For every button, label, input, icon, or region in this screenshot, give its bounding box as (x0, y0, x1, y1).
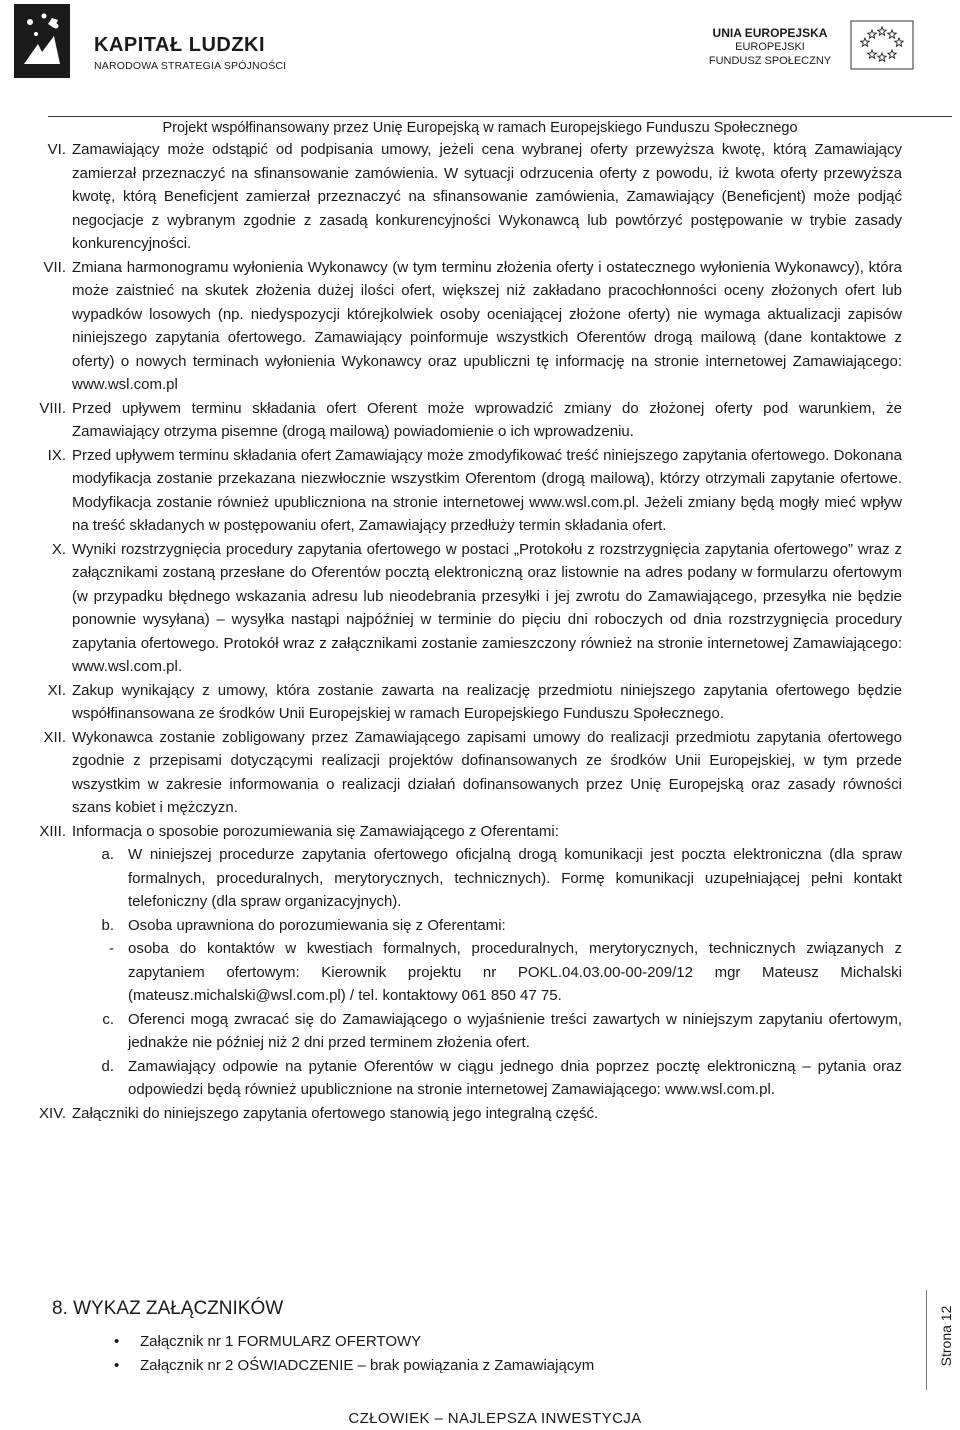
eu-line1: UNIA EUROPEJSKA (712, 26, 828, 40)
item-text: Załączniki do niniejszego zapytania ofertowego stanowią jego integralną część. (72, 1104, 599, 1122)
list-item-xi (22, 679, 902, 726)
footer-slogan: CZŁOWIEK – NAJLEPSZA INWESTYCJA (348, 1410, 642, 1427)
list-item-vii (22, 256, 902, 397)
subitem-label: b. (101, 916, 114, 934)
subitem-b (80, 914, 902, 938)
list-item-x (22, 538, 902, 679)
item-text: Zamawiający może odstąpić od podpisania umowy, jeżeli cena wybranej oferty przewyższa kwotę, którą Zamawiający zamierzał przeznaczyć na sfinansowanie zamówienia. W sytuacji odrzucenia oferty z powodu, iż kwota oferty przewyższa kwotę, którą Beneficjent zamierzał przeznaczyć na sfinansowanie zamówienia, Zamawiający (Beneficjent) może podjąć negocjacje z wybranym zgodnie z zasadą konkurencyjności Wykonawcą lub powtórzyć postępowanie w trybie zasady konkurencyjności. (72, 141, 902, 252)
attachments-heading: 8. WYKAZ ZAŁĄCZNIKÓW (52, 1298, 284, 1319)
list-item-xiii (22, 820, 902, 844)
subitem-c (80, 1008, 902, 1055)
kapital-ludzki-emblem-icon (14, 4, 70, 78)
list-item-ix (22, 444, 902, 538)
list-item-vi (22, 138, 902, 256)
document-body (22, 138, 902, 1125)
item-number: VII. (43, 258, 66, 276)
subitem-label: - (109, 940, 114, 957)
item-number: XIV. (39, 1104, 66, 1122)
subitem-text: W niniejszej procedurze zapytania ofertowego oficjalną drogą komunikacji jest poczta elektroniczna (dla spraw formalnych, proceduralnych, merytorycznych, technicznych). Formę komunikacji uzupełniającej pełni kontakt telefoniczny (dla spraw organizacyjnych). (128, 846, 902, 910)
bullet: • (114, 1333, 120, 1350)
item-number: XI. (47, 681, 66, 699)
eu-line3: FUNDUSZ SPOŁECZNY (708, 55, 832, 67)
item-number: X. (51, 540, 66, 558)
item-text: Przed upływem terminu składania ofert Oferent może wprowadzić zmiany do złożonej oferty pod warunkiem, że Zamawiający otrzyma pisemne (drogą mailową) powiadomienie o ich wprowadzeniu. (72, 399, 902, 440)
page-number-label: Strona 12 (938, 1305, 954, 1367)
project-cofinancing-line: Projekt współfinansowany przez Unię Europejską w ramach Europejskiego Funduszu Społecznego (162, 120, 798, 136)
page-number (930, 1290, 960, 1390)
item-text: Zakup wynikający z umowy, która zostanie zawarta na realizację przedmiotu niniejszego zapytania ofertowego będzie współfinansowana ze środków Unii Europejskiej w ramach Europejskiego Funduszu Społecznego. (72, 681, 902, 722)
item-text: Informacja o sposobie porozumiewania się Zamawiającego z Oferentami: (72, 822, 559, 840)
eu-flag-icon (850, 20, 914, 70)
subitem-d (80, 1055, 902, 1102)
item-number: XII. (43, 728, 66, 746)
bullet: • (114, 1357, 120, 1374)
attachments-list (114, 1330, 594, 1378)
list-item-xiv (22, 1102, 902, 1126)
eu-line2: EUROPEJSKI (735, 41, 805, 53)
logo-title: KAPITAŁ LUDZKI (94, 34, 266, 56)
header-divider (48, 116, 952, 117)
list-item-viii (22, 397, 902, 444)
subitem-text: Zamawiający odpowie na pytanie Oferentów w ciągu jednego dnia poprzez pocztę elektroniczną – pytania oraz odpowiedzi będą również upublicznione na stronie internetowej Zamawiającego: www.wsl.com.pl. (128, 1057, 902, 1098)
attachment-1: Załącznik nr 1 FORMULARZ OFERTOWY (140, 1333, 422, 1350)
subitem-text: Oferenci mogą zwracać się do Zamawiającego o wyjaśnienie treści zawartych w niniejszym zapytaniu ofertowym, jednakże nie później niż 2 dni przed terminem złożenia ofert. (128, 1010, 902, 1051)
attachment-2: Załącznik nr 2 OŚWIADCZENIE – brak powiązania z Zamawiającym (140, 1357, 595, 1374)
document-header (0, 0, 960, 140)
subitem-label: c. (102, 1010, 114, 1028)
eu-logo-text (700, 26, 840, 68)
item-number: IX. (47, 446, 66, 464)
item-text: Zmiana harmonogramu wyłonienia Wykonawcy (w tym terminu złożenia oferty i ostatecznego wyłonienia Wykonawcy), która może zaistnieć na skutek złożenia dużej ilości ofert, większej niż zakładano pracochłonności oceny złożonych ofert lub wypadków losowych (np. niedyspozycji którejkolwiek osoby oceniającej złożone oferty) nie wymaga aktualizacji zapisów niniejszego zapytania ofertowego. Zamawiający poinformuje wszystkich Oferentów drogą mailową (dane kontaktowe z oferty) o nowych terminach wyłonienia Wykonawcy oraz upubliczni tę informację na stronie internetowej Zamawiającego: www.wsl.com.pl (72, 258, 902, 393)
subitem-label: d. (101, 1057, 114, 1075)
list-item (114, 1330, 594, 1354)
subitem-text: osoba do kontaktów w kwestiach formalnych, proceduralnych, merytorycznych, technicznych związanych z zapytaniem ofertowym: Kierownik projektu nr POKL.04.03.00-00-209/12 mgr Mateusz Michalski (mateusz.michalski@wsl.com.pl) / tel. kontaktowy 061 850 47 75. (128, 940, 902, 1004)
item-text: Wyniki rozstrzygnięcia procedury zapytania ofertowego w postaci „Protokołu z rozstrzygnięcia zapytania ofertowego” wraz z załącznikami zostaną przesłane do Oferentów pocztą elektroniczną oraz listownie na adres podany w formularzu ofertowym (w przypadku błędnego wskazania adresu lub nieodebrania przesyłki i jej zwrotu do Zamawiającego, przesyłka nie będzie ponownie wysyłana) – wysyłka nastąpi najpóźniej w terminie do pięciu dni roboczych od dnia rozstrzygnięcia procedury zapytania ofertowego. Protokół wraz z załącznikami zostanie zamieszczony również na stronie internetowej Zamawiającego: www.wsl.com.pl. (72, 540, 902, 675)
subitem-dash (80, 937, 902, 1008)
list-item (114, 1354, 594, 1378)
item-text: Wykonawca zostanie zobligowany przez Zamawiającego zapisami umowy do realizacji przedmiotu zapytania ofertowego zgodnie z przepisami dotyczącymi realizacji projektów dofinansowanych ze środków Unii Europejskiej, w tym przede wszystkim w zakresie informowania o realizacji działań dofinansowanych przez Unię Europejską oraz zasady równości szans kobiet i mężczyzn. (72, 728, 902, 816)
logo-subtitle: NARODOWA STRATEGIA SPÓJNOŚCI (94, 60, 287, 72)
list-item-xii (22, 726, 902, 820)
item-number: VI. (47, 141, 66, 158)
item-number: VIII. (39, 399, 66, 417)
subitem-text: Osoba uprawniona do porozumiewania się z Oferentami: (128, 916, 506, 934)
subitem-label: a. (101, 846, 114, 863)
subitem-a (80, 843, 902, 914)
item-number: XIII. (39, 822, 66, 840)
page-number-divider (926, 1290, 927, 1390)
item-text: Przed upływem terminu składania ofert Zamawiający może zmodyfikować treść niniejszego zapytania ofertowego. Dokonana modyfikacja zostanie przekazana niezwłocznie wszystkim Oferentom (drogą mailową), którzy otrzymali zapytanie ofertowe. Modyfikacja zostanie również upubliczniona na stronie internetowej www.wsl.com.pl. Jeżeli zmiany będą mogły mieć wpływ na treść składanych w postępowaniu ofert, Zamawiający przedłuży termin składania ofert. (72, 446, 902, 534)
